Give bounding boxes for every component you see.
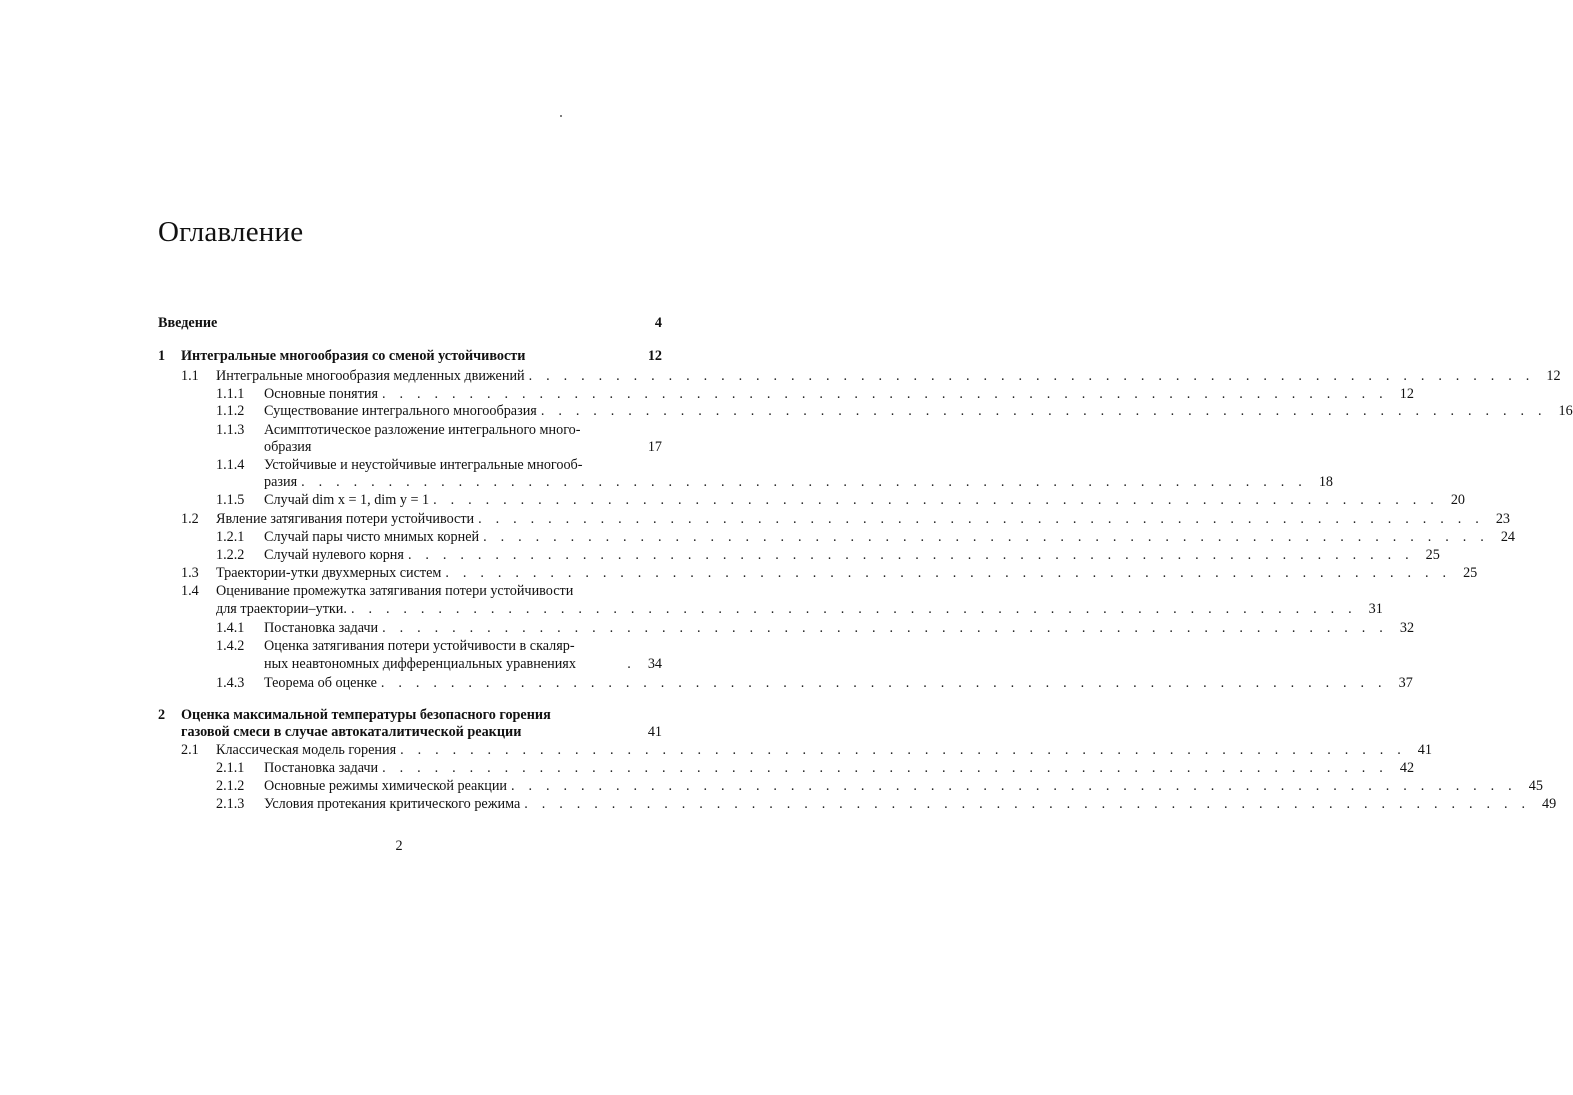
toc-leader: . . . . . . . . . . . . . . . . . . . . . . . . . . . . . . . . . . . . . . . . . . . . . . . . . . . . . . . . . .	[380, 675, 1387, 691]
toc-entry-subsection-1-1-2[interactable]	[216, 402, 1573, 420]
toc-entry-title-line-2: образия	[264, 439, 312, 455]
toc-entry-section-2-1[interactable]	[181, 741, 1432, 759]
toc-page-number: 12	[647, 348, 662, 364]
toc-leader: . . . . . . . . . . . . . . . . . . . . . . . . . . . . . . . . . . . . . . . . . . . . . . . . . . . . . . . . . .	[382, 386, 1388, 402]
toc-entry-number: 1.1.1	[216, 386, 245, 402]
toc-leader: . . . . . . . . . . . . . . . . . . . . . . . . . . . . . . . . . . . . . . . . . . . . . . . . . . . . . . . . . .	[350, 601, 1357, 617]
toc-leader: . . . . . . . . . . . . . . . . . . . . . . . . . . . . . . . . . . . . . . . . . . . . . . . . . . . . . . . . . .	[382, 620, 1389, 636]
toc-entry-title-line-1: Оценивание промежутка затягивания потери устойчивости	[216, 583, 574, 599]
toc-entry-subsection-1-1-3-cont[interactable]	[264, 438, 662, 456]
toc-entry-subsection-1-1-4[interactable]	[216, 456, 662, 474]
toc-entry-subsection-1-4-2-cont[interactable]	[264, 655, 662, 673]
toc-page-number: 12	[1546, 368, 1561, 384]
toc-entry-section-1-3[interactable]	[181, 564, 1478, 582]
toc-leader: . . . . . . . . . . . . . . . . . . . . . . . . . . . . . . . . . . . . . . . . . . . . . . . . . . . . . . . . . .	[445, 565, 1452, 581]
toc-entry-number: 2	[158, 707, 166, 723]
toc-entry-title: Постановка задачи	[264, 760, 379, 776]
toc-entry-number: 2.1.3	[216, 796, 245, 812]
toc-entry-title: Теорема об оценке	[264, 675, 377, 691]
scan-speck	[560, 115, 562, 117]
toc-entry-title-line-1: Оценка затягивания потери устойчивости в скаляр-	[264, 638, 575, 654]
toc-entry-subsection-1-4-3[interactable]	[216, 674, 1413, 692]
toc-entry-title: Условия протекания критического режима	[264, 796, 521, 812]
toc-entry-title-line-2: ных неавтономных дифференциальных уравнениях	[264, 656, 576, 672]
toc-entry-intro[interactable]	[158, 314, 662, 332]
toc-entry-title-line-1: Устойчивые и неустойчивые интегральные многооб-	[264, 457, 583, 473]
toc-entry-number: 1.1	[181, 368, 199, 384]
toc-entry-title: Основные понятия	[264, 386, 379, 402]
toc-entry-title-line-1: Асимптотическое разложение интегрального много-	[264, 422, 581, 438]
toc-entry-title-line-2: разия	[264, 474, 298, 490]
toc-entry-section-1-1[interactable]	[181, 367, 1561, 385]
toc-page-number: 32	[1399, 620, 1415, 636]
toc-leader: . . . . . . . . . . . . . . . . . . . . . . . . . . . . . . . . . . . . . . . . . . . . . . . . . . . . . . . . . .	[400, 742, 1406, 758]
toc-leader: . . . . . . . . . . . . . . . . . . . . . . . . . . . . . . . . . . . . . . . . . . . . . . . . . . . . . . . . . .	[483, 529, 1489, 545]
toc-page-number: 17	[647, 439, 662, 455]
toc-entry-number: 1.4	[181, 583, 199, 599]
toc-entry-number: 1.1.5	[216, 492, 245, 508]
toc-page-number: 25	[1425, 547, 1440, 563]
toc-page-number: 34	[647, 656, 662, 672]
toc-leader: . . . . . . . . . . . . . . . . . . . . . . . . . . . . . . . . . . . . . . . . . . . . . . . . . . . . . . . . . .	[528, 368, 1535, 384]
toc-entry-title: Траектории-утки двухмерных систем	[216, 565, 442, 581]
toc-entry-title-line-1: Оценка максимальной температуры безопасного горения	[181, 707, 551, 723]
toc-entry-title: Интегральные многообразия медленных движений	[216, 368, 525, 384]
toc-entry-subsection-1-2-1[interactable]	[216, 528, 1515, 546]
toc-page-number: 20	[1450, 492, 1465, 508]
toc-entry-title: Постановка задачи	[264, 620, 379, 636]
toc-page-number: 16	[1558, 403, 1573, 419]
toc-leader: . . . . . . . . . . . . . . . . . . . . . . . . . . . . . . . . . . . . . . . . . . . . . . . . . . . . . . . . . .	[511, 778, 1517, 794]
toc-entry-number: 2.1.2	[216, 778, 245, 794]
toc-entry-subsection-1-1-1[interactable]	[216, 385, 1414, 403]
toc-entry-title: Классическая модель горения	[216, 742, 397, 758]
toc-entry-chapter-2-cont[interactable]	[181, 723, 662, 741]
toc-entry-number: 2.1.1	[216, 760, 245, 776]
toc-entry-subsection-2-1-1[interactable]	[216, 759, 1415, 777]
toc-entry-number: 1.4.3	[216, 675, 245, 691]
toc-entry-subsection-1-2-2[interactable]	[216, 546, 1440, 564]
toc-entry-subsection-1-1-4-cont[interactable]	[264, 473, 1334, 491]
toc-entry-title: Основные режимы химической реакции	[264, 778, 508, 794]
toc-entry-section-1-4-cont[interactable]	[216, 600, 1383, 618]
toc-entry-number: 1	[158, 348, 166, 364]
toc-entry-title: Случай dim x = 1, dim y = 1	[264, 492, 430, 508]
toc-entry-title: Случай нулевого корня	[264, 547, 404, 563]
toc-leader: . . . . . . . . . . . . . . . . . . . . . . . . . . . . . . . . . . . . . . . . . . . . . . . . . . . . . . . . . .	[524, 796, 1531, 812]
toc-leader: . . . . . . . . . . . . . . . . . . . . . . . . . . . . . . . . . . . . . . . . . . . . . . . . . . . . . . . . . .	[301, 474, 1308, 490]
toc-entry-title: Существование интегрального многообразия	[264, 403, 537, 419]
toc-entry-number: 1.2.1	[216, 529, 245, 545]
toc-entry-number: 1.4.2	[216, 638, 245, 654]
toc-entry-subsection-1-4-2[interactable]	[216, 637, 662, 655]
toc-leader: . . . . . . . . . . . . . . . . . . . . . . . . . . . . . . . . . . . . . . . . . . . . . . . . . . . . . . . . . .	[407, 547, 1414, 563]
toc-entry-chapter-2[interactable]	[158, 706, 662, 724]
toc-entry-subsection-1-1-3[interactable]	[216, 421, 662, 439]
toc-entry-section-1-4[interactable]	[181, 582, 662, 600]
toc-leader: . . . . . . . . . . . . . . . . . . . . . . . . . . . . . . . . . . . . . . . . . . . . . . . . . . . . . . . . . .	[540, 403, 1547, 419]
toc-page-number: 18	[1318, 474, 1334, 490]
toc-entry-subsection-1-1-5[interactable]	[216, 491, 1465, 509]
page-title: Оглавление	[158, 216, 304, 248]
toc-page-number: 45	[1528, 778, 1543, 794]
toc-page-number: 37	[1398, 675, 1413, 691]
toc-entry-number: 1.1.2	[216, 403, 245, 419]
page-number-footer: 2	[395, 838, 403, 854]
toc-entry-subsection-2-1-3[interactable]	[216, 795, 1557, 813]
toc-entry-title: Случай пары чисто мнимых корней	[264, 529, 480, 545]
toc-entry-title-line-2: для траектории–утки.	[216, 601, 347, 617]
toc-entry-chapter-1[interactable]	[158, 347, 662, 365]
toc-entry-subsection-1-4-1[interactable]	[216, 619, 1415, 637]
toc-entry-number: 2.1	[181, 742, 199, 758]
toc-entry-number: 1.1.3	[216, 422, 245, 438]
toc-entry-number: 1.2	[181, 511, 199, 527]
toc-page-number: 49	[1542, 796, 1557, 812]
toc-entry-title-line-2: газовой смеси в случае автокаталитической реакции	[181, 724, 522, 740]
toc-leader: .	[627, 656, 636, 672]
toc-entry-title: Интегральные многообразия со сменой устойчивости	[181, 348, 526, 364]
toc-page-number: 4	[654, 315, 662, 331]
toc-entry-title: Введение	[158, 315, 218, 331]
toc-page-number: 41	[1417, 742, 1432, 758]
toc-entry-number: 1.3	[181, 565, 199, 581]
toc-leader: . . . . . . . . . . . . . . . . . . . . . . . . . . . . . . . . . . . . . . . . . . . . . . . . . . . . . . . . . .	[433, 492, 1439, 508]
toc-page-number: 41	[647, 724, 662, 740]
toc-entry-title: Явление затягивания потери устойчивости	[216, 511, 475, 527]
toc-leader: . . . . . . . . . . . . . . . . . . . . . . . . . . . . . . . . . . . . . . . . . . . . . . . . . . . . . . . . . .	[478, 511, 1485, 527]
toc-page-number: 24	[1500, 529, 1515, 545]
toc-entry-subsection-2-1-2[interactable]	[216, 777, 1543, 795]
toc-entry-number: 1.4.1	[216, 620, 245, 636]
toc-leader: . . . . . . . . . . . . . . . . . . . . . . . . . . . . . . . . . . . . . . . . . . . . . . . . . . . . . . . . . .	[382, 760, 1389, 776]
toc-page-number: 23	[1495, 511, 1511, 527]
toc-page-number: 31	[1368, 601, 1383, 617]
toc-page-number: 25	[1463, 565, 1478, 581]
toc-entry-number: 1.1.4	[216, 457, 245, 473]
toc-entry-number: 1.2.2	[216, 547, 245, 563]
toc-page-number: 42	[1399, 760, 1415, 776]
toc-page-number: 12	[1399, 386, 1414, 402]
toc-entry-section-1-2[interactable]	[181, 510, 1511, 528]
